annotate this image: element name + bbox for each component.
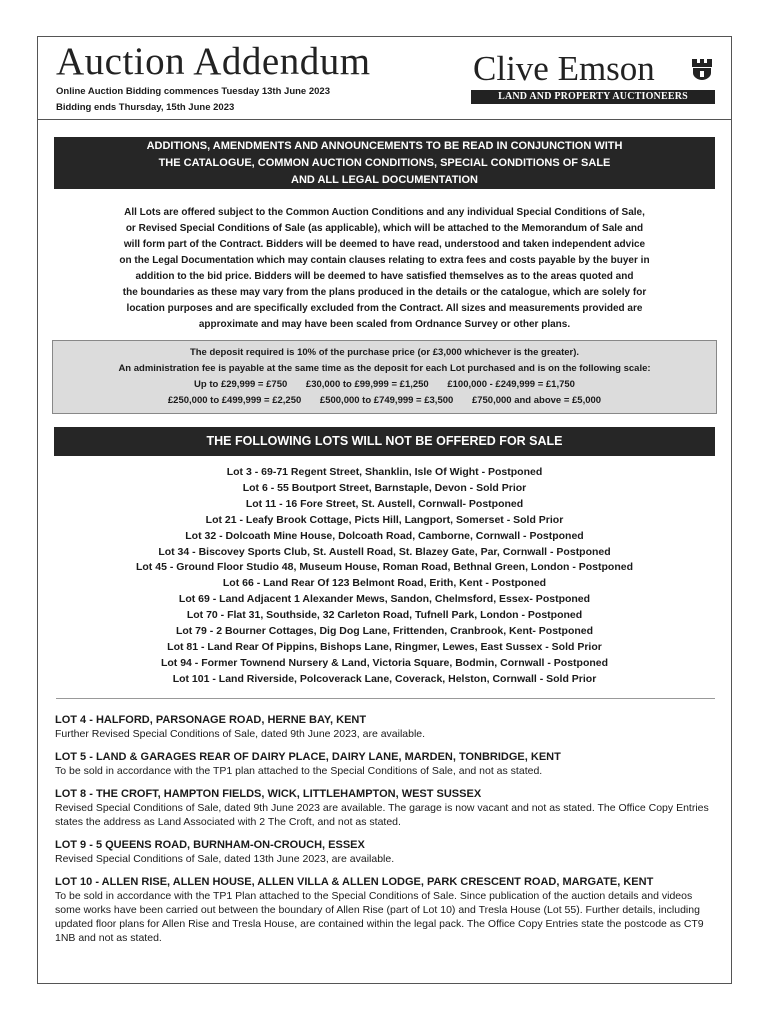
lot-note [55,875,717,945]
list-item: Lot 21 - Leafy Brook Cottage, Picts Hill, Langport, Somerset - Sold Prior [205,513,564,526]
list-item: Lot 45 - Ground Floor Studio 48, Museum House, Roman Road, Bethnal Green, London - Postponed [135,561,633,574]
intro-line: or Revised Special Conditions of Sale (as applicable), which will be attached to the Memorandum of Sale and [125,223,644,234]
bidding-end-text: Bidding ends Thursday, 15th June 2023 [56,102,235,113]
list-item: Lot 11 - 16 Fore Street, St. Austell, Cornwall- Postponed [245,497,524,510]
list-item: Lot 6 - 55 Boutport Street, Barnstaple, Devon - Sold Prior [242,481,527,494]
list-item: Lot 69 - Land Adjacent 1 Alexander Mews, Sandon, Chelmsford, Essex- Postponed [178,593,591,606]
fee-scale-item: £100,000 - £249,999 = £1,750 [447,379,575,390]
intro-line: All Lots are offered subject to the Common Auction Conditions and any individual Special Conditions of Sale, [124,207,645,218]
intro-paragraph [52,205,717,333]
list-item: Lot 94 - Former Townend Nursery & Land, Victoria Square, Bodmin, Cornwall - Postponed [160,656,609,669]
divider [56,698,715,699]
list-item: Lot 70 - Flat 31, Southside, 32 Carleton Road, Tufnell Park, London - Postponed [186,609,583,622]
intro-line: location purposes and are specifically excluded from the Contract. All sizes and measurements provided are [126,303,643,314]
fee-scale-item: £30,000 to £99,999 = £1,250 [305,379,429,390]
castle-logo-icon [691,55,713,81]
lot-note [55,838,717,866]
withdrawn-lots-list [38,465,731,688]
lot-note-text: Revised Special Conditions of Sale, dated 9th June 2023 are available. The garage is now vacant and not as stated. The Office Copy Entries states the address as Land Associated with 2 The Croft, and not as stated. [55,802,709,828]
lot-notes [55,713,717,954]
list-item: Lot 3 - 69-71 Regent Street, Shanklin, Isle Of Wight - Postponed [226,466,543,478]
notice-banner-line: AND ALL LEGAL DOCUMENTATION [291,174,478,186]
brand-tagline: LAND AND PROPERTY AUCTIONEERS [471,90,715,104]
header [38,37,731,120]
fee-scale-item: Up to £29,999 = £750 [194,379,288,390]
list-item: Lot 34 - Biscovey Sports Club, St. Austell Road, St. Blazey Gate, Par, Cornwall - Postponed [158,545,611,558]
lot-note [55,713,717,741]
fee-scale-row [53,393,716,409]
deposit-box [52,340,717,414]
lot-note-title: LOT 10 - ALLEN RISE, ALLEN HOUSE, ALLEN VILLA & ALLEN LODGE, PARK CRESCENT ROAD, MARGATE, KENT [55,876,654,888]
fee-scale-row [53,377,716,393]
brand-name: Clive Emson [473,49,655,88]
intro-line: will form part of the Contract. Bidders will be deemed to have read, understood and taken independent advice [123,239,646,250]
notice-banner-line: THE CATALOGUE, COMMON AUCTION CONDITIONS, SPECIAL CONDITIONS OF SALE [158,157,611,169]
lot-note-text: To be sold in accordance with the TP1 plan attached to the Special Conditions of Sale, and not as stated. [55,765,543,777]
lot-note-title: LOT 5 - LAND & GARAGES REAR OF DAIRY PLACE, DAIRY LANE, MARDEN, TONBRIDGE, KENT [55,751,561,763]
lot-note-text: Revised Special Conditions of Sale, dated 13th June 2023, are available. [55,853,395,865]
intro-line: the boundaries as these may vary from the plans produced in the details or the catalogue, which are solely for [122,287,647,298]
lot-note-title: LOT 9 - 5 QUEENS ROAD, BURNHAM-ON-CROUCH, ESSEX [55,839,365,851]
intro-line: on the Legal Documentation which may contain clauses relating to extra fees and costs payable by the buyer in [119,255,650,266]
list-item: Lot 101 - Land Riverside, Polcoverack Lane, Coverack, Helston, Cornwall - Sold Prior [172,672,597,685]
lot-note-text: Further Revised Special Conditions of Sale, dated 9th June 2023, are available. [55,728,426,740]
intro-line: approximate and may have been scaled from Ordnance Survey or other plans. [198,319,571,330]
addendum-page [37,36,732,984]
deposit-line: The deposit required is 10% of the purchase price (or £3,000 whichever is the greater). [189,347,580,358]
lot-note-title: LOT 8 - THE CROFT, HAMPTON FIELDS, WICK, LITTLEHAMPTON, WEST SUSSEX [55,788,482,800]
admin-fee-line: An administration fee is payable at the same time as the deposit for each Lot purchased and is on the following scale: [118,363,651,374]
list-item: Lot 32 - Dolcoath Mine House, Dolcoath Road, Camborne, Cornwall - Postponed [185,529,584,542]
list-item: Lot 81 - Land Rear Of Pippins, Bishops Lane, Ringmer, Lewes, East Sussex - Sold Prior [167,640,602,653]
lot-note [55,787,717,829]
notice-banner [54,137,715,189]
fee-scale-item: £750,000 and above = £5,000 [471,395,602,406]
bidding-start-text: Online Auction Bidding commences Tuesday 13th June 2023 [56,86,330,97]
intro-line: addition to the bid price. Bidders will be deemed to have satisfied themselves as to the areas quoted and [135,271,634,282]
notice-banner-line: ADDITIONS, AMENDMENTS AND ANNOUNCEMENTS TO BE READ IN CONJUNCTION WITH [146,140,623,152]
lot-note [55,750,717,778]
page-title: Auction Addendum [56,40,371,83]
withdrawn-lots-banner: THE FOLLOWING LOTS WILL NOT BE OFFERED FOR SALE [54,427,715,456]
fee-scale-item: £250,000 to £499,999 = £2,250 [167,395,302,406]
lot-note-text: To be sold in accordance with the TP1 Plan attached to the Special Conditions of Sale. Since publication of the auction details and videos some works have been carried out between the boundary of Allen Rise (part of Lot 10) and Tresla House (Lot 55). Further details, including updated floor plans for Allen Rise and Tresla House, are contained within the legal pack. The Office Copy Entries state the postcode as CT9 1NB and not as stated. [55,890,704,944]
list-item: Lot 66 - Land Rear Of 123 Belmont Road, Erith, Kent - Postponed [222,577,547,590]
lot-note-title: LOT 4 - HALFORD, PARSONAGE ROAD, HERNE BAY, KENT [55,714,367,726]
list-item: Lot 79 - 2 Bourner Cottages, Dig Dog Lane, Frittenden, Cranbrook, Kent- Postponed [175,625,594,638]
fee-scale-item: £500,000 to £749,999 = £3,500 [319,395,454,406]
